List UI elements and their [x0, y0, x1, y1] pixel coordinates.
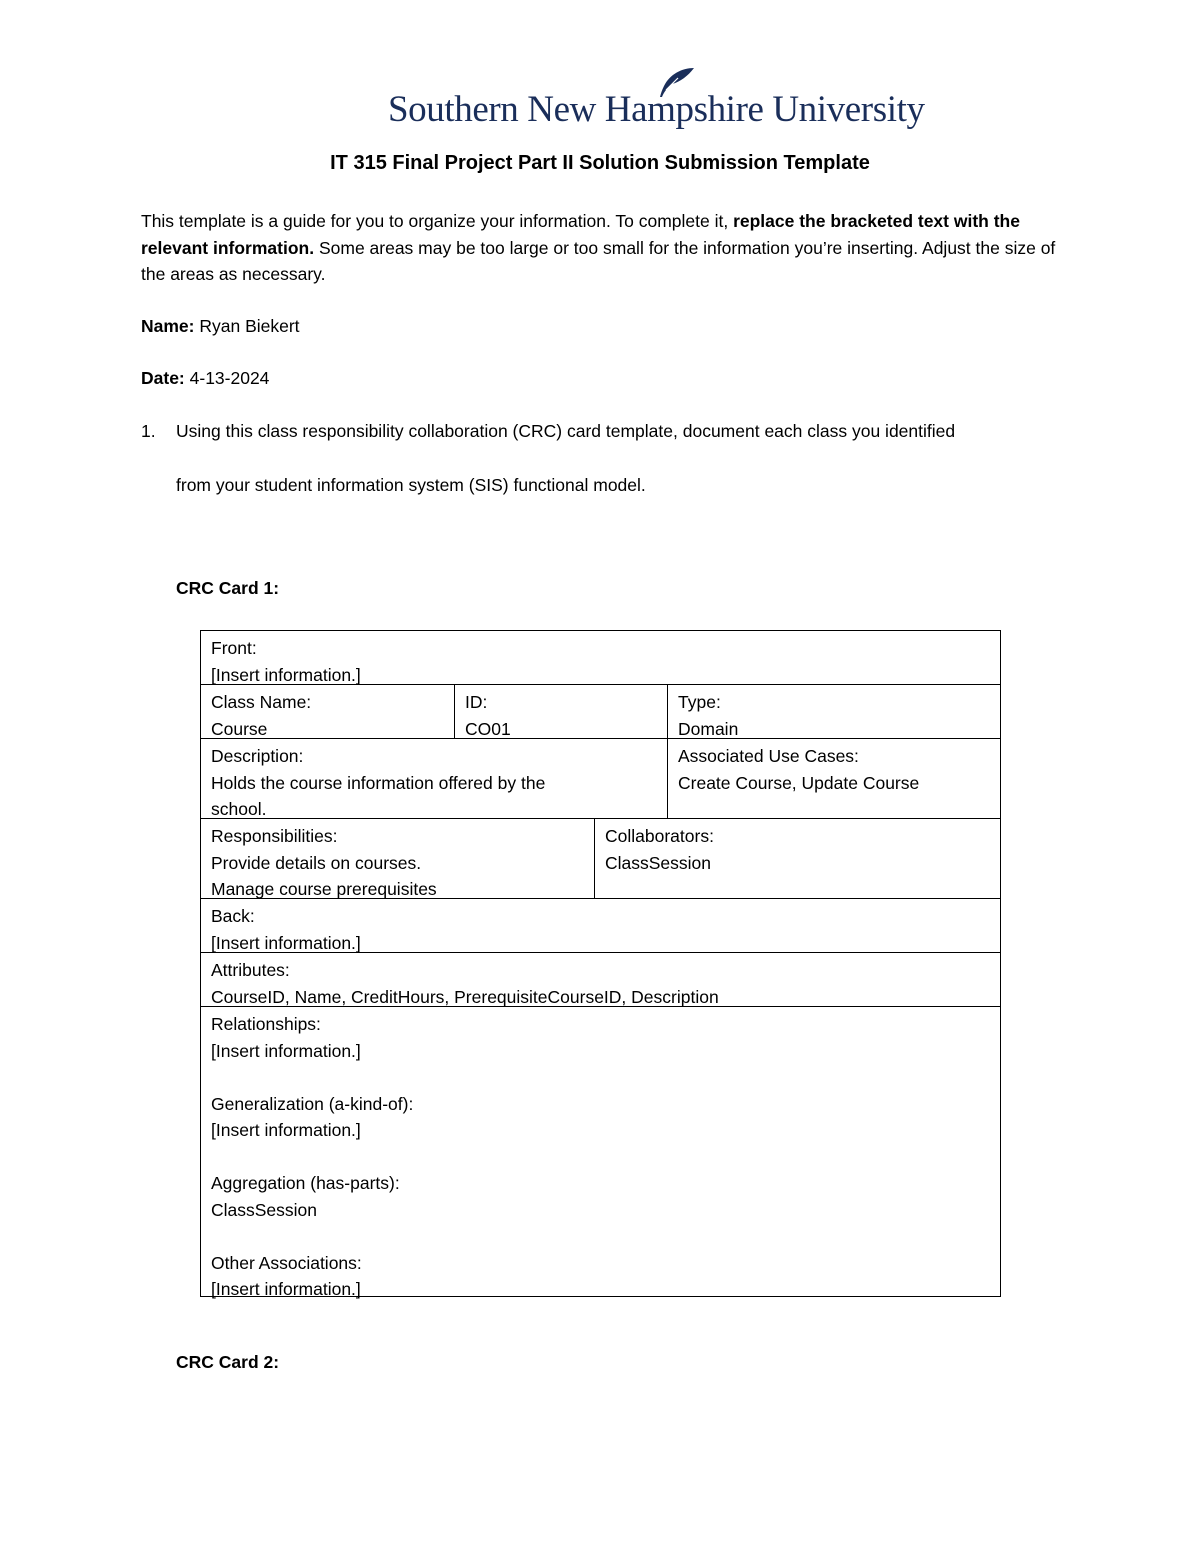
relationships-cell: [200, 1006, 1001, 1297]
description-line-2: school.: [211, 799, 267, 819]
aggregation-value: ClassSession: [211, 1199, 318, 1220]
responsibilities-label: Responsibilities:: [211, 826, 338, 846]
id-label: ID:: [465, 692, 488, 712]
other-associations-value: [Insert information.]: [211, 1279, 361, 1299]
attributes-label: Attributes:: [211, 960, 290, 980]
front-value: [Insert information.]: [211, 664, 361, 685]
description-cell: [200, 738, 668, 819]
responsibilities-line-1: Provide details on courses.: [211, 852, 422, 873]
intro-bold-text: replace the bracketed text with the relevant information.: [141, 211, 1020, 258]
relationships-value: [Insert information.]: [211, 1040, 361, 1061]
aggregation-label: Aggregation (has-parts):: [211, 1173, 400, 1193]
use-cases-label: Associated Use Cases:: [678, 746, 859, 766]
generalization-value: [Insert information.]: [211, 1120, 361, 1140]
id-cell: [454, 684, 668, 739]
use-cases-cell: [667, 738, 1001, 819]
crc-card-1-heading: CRC Card 1:: [176, 578, 280, 598]
question-line-1: Using this class responsibility collaboration (CRC) card template, document each class you identified: [176, 421, 956, 441]
id-value: CO01: [465, 718, 511, 739]
type-label: Type:: [678, 692, 721, 712]
page-title: IT 315 Final Project Part II Solution Submission Template: [330, 152, 870, 174]
collaborators-value: ClassSession: [605, 852, 712, 873]
date-value: 4-13-2024: [184, 368, 270, 388]
question-number: 1.: [141, 421, 156, 441]
responsibilities-cell: [200, 818, 595, 899]
university-name: Southern New Hampshire University: [388, 89, 925, 130]
name-field: [141, 316, 300, 337]
other-associations-label: Other Associations:: [211, 1252, 362, 1273]
collaborators-cell: [594, 818, 1001, 899]
collaborators-label: Collaborators:: [605, 826, 714, 846]
crc-card-2-heading: CRC Card 2:: [176, 1352, 280, 1372]
attributes-value: CourseID, Name, CreditHours, PrerequisiteCourseID, Description: [211, 986, 719, 1007]
attributes-cell: [200, 952, 1001, 1007]
back-label: Back:: [211, 906, 255, 926]
intro-text-1: This template is a guide for you to organize your information. To complete it,: [141, 211, 734, 231]
type-cell: [667, 684, 1001, 739]
use-cases-value: Create Course, Update Course: [678, 772, 920, 793]
type-value: Domain: [678, 718, 739, 739]
front-cell: [200, 630, 1001, 685]
description-line-1: Holds the course information offered by the: [211, 772, 546, 793]
responsibilities-line-2: Manage course prerequisites: [211, 879, 437, 899]
description-label: Description:: [211, 746, 304, 766]
date-field: [141, 368, 269, 389]
intro-text-2: Some areas may be too large or too small for the information you’re inserting. Adjust the size of the areas as necessary.: [141, 237, 1056, 284]
name-value: Ryan Biekert: [194, 316, 300, 336]
generalization-label: Generalization (a-kind-of):: [211, 1093, 414, 1114]
crc-card-1-table: [200, 630, 1001, 1297]
class-name-cell: [200, 684, 455, 739]
back-value: [Insert information.]: [211, 932, 361, 953]
date-label: Date:: [141, 368, 185, 388]
class-name-value: Course: [211, 718, 268, 739]
back-cell: [200, 898, 1001, 953]
name-label: Name:: [141, 316, 195, 336]
intro-paragraph: [141, 208, 1071, 288]
university-logo: [388, 66, 925, 138]
class-name-label: Class Name:: [211, 692, 312, 712]
question-line-2: from your student information system (SIS) functional model.: [176, 475, 646, 495]
front-label: Front:: [211, 638, 257, 658]
relationships-label: Relationships:: [211, 1014, 321, 1034]
